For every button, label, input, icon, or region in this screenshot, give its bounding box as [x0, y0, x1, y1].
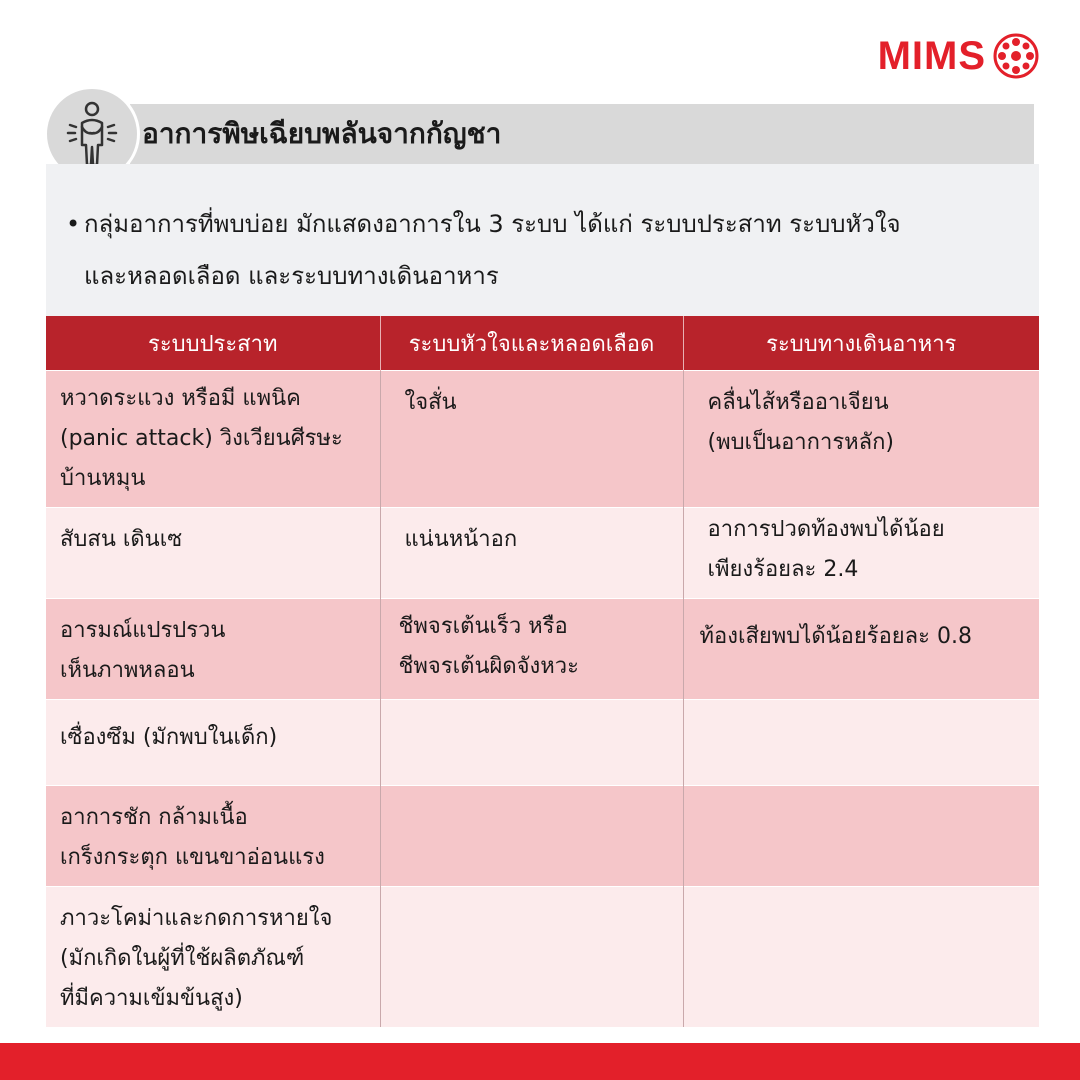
- cell-neuro: [46, 508, 380, 568]
- cell-gi: [684, 508, 1040, 598]
- cell-line: หวาดระแวง หรือมี แพนิค: [60, 386, 301, 411]
- table-row: [46, 508, 1039, 599]
- table-row: [46, 371, 1039, 508]
- cell-line: แน่นหน้าอก: [404, 527, 518, 552]
- cell-neuro: [46, 599, 380, 699]
- header-neuro: ระบบประสาท: [46, 316, 380, 371]
- cell-line: (พบเป็นอาการหลัก): [707, 430, 895, 455]
- cell-neuro: [46, 700, 380, 766]
- cell-line: ชีพจรเต้นเร็ว หรือ: [398, 614, 568, 639]
- header-cardio: ระบบหัวใจและหลอดเลือด: [380, 316, 683, 371]
- bullet-icon: •: [66, 210, 81, 238]
- intro-line-1: กลุ่มอาการที่พบบ่อย มักแสดงอาการใน 3 ระบบ ได้แก่ ระบบประสาท ระบบหัวใจ: [84, 210, 901, 238]
- cell-cardio: [381, 371, 683, 431]
- table-row: [46, 700, 1039, 786]
- cell-line: เกร็งกระตุก แขนขาอ่อนแรง: [60, 845, 325, 870]
- footer-bar: [0, 1043, 1080, 1080]
- mims-globe-icon: [992, 32, 1040, 80]
- cell-gi: [683, 887, 1039, 1028]
- cell-line: สับสน เดินเซ: [60, 527, 183, 552]
- table-row: [46, 786, 1039, 887]
- cell-gi: [683, 700, 1039, 786]
- intro-line-2: และหลอดเลือด และระบบทางเดินอาหาร: [84, 262, 499, 290]
- cell-gi: [684, 599, 1040, 665]
- cell-line: คลื่นไส้หรืออาเจียน: [707, 390, 889, 415]
- cell-cardio: [380, 786, 683, 887]
- brand-name: MIMS: [877, 33, 986, 78]
- cell-line: ใจสั่น: [404, 390, 457, 415]
- mims-logo: [878, 32, 1040, 80]
- cell-cardio: [380, 887, 683, 1028]
- cell-line: (panic attack) วิงเวียนศีรษะ: [60, 426, 343, 451]
- cell-line: เพียงร้อยละ 2.4: [707, 557, 859, 582]
- cell-line: อารมณ์แปรปรวน: [60, 618, 226, 643]
- cell-line: ท้องเสียพบได้น้อยร้อยละ 0.8: [699, 624, 972, 649]
- cell-line: เซื่องซึม (มักพบในเด็ก): [60, 725, 278, 750]
- cell-line: อาการชัก กล้ามเนื้อ: [60, 805, 248, 830]
- cell-neuro: [46, 786, 380, 886]
- cell-line: เห็นภาพหลอน: [60, 658, 195, 683]
- cell-cardio: [381, 599, 683, 695]
- cell-neuro: [46, 887, 380, 1027]
- cell-gi: [684, 371, 1040, 471]
- cell-gi: [683, 786, 1039, 887]
- header-gi: ระบบทางเดินอาหาร: [683, 316, 1039, 371]
- cell-line: บ้านหมุน: [60, 466, 146, 491]
- cell-line: ที่มีความเข้มข้นสูง): [60, 986, 243, 1011]
- table-header-row: [46, 316, 1039, 371]
- intro-text: [66, 198, 1016, 302]
- cell-neuro: [46, 371, 380, 507]
- page-title: อาการพิษเฉียบพลันจากกัญชา: [142, 117, 502, 150]
- cell-cardio: [381, 508, 683, 568]
- symptom-table: [46, 316, 1039, 1027]
- cell-line: ภาวะโคม่าและกดการหายใจ: [60, 906, 333, 931]
- cell-line: ชีพจรเต้นผิดจังหวะ: [398, 654, 579, 679]
- cell-line: (มักเกิดในผู้ที่ใช้ผลิตภัณฑ์: [60, 946, 305, 971]
- cell-cardio: [380, 700, 683, 786]
- table-row: [46, 599, 1039, 700]
- cell-line: อาการปวดท้องพบได้น้อย: [707, 517, 945, 542]
- table-row: [46, 887, 1039, 1028]
